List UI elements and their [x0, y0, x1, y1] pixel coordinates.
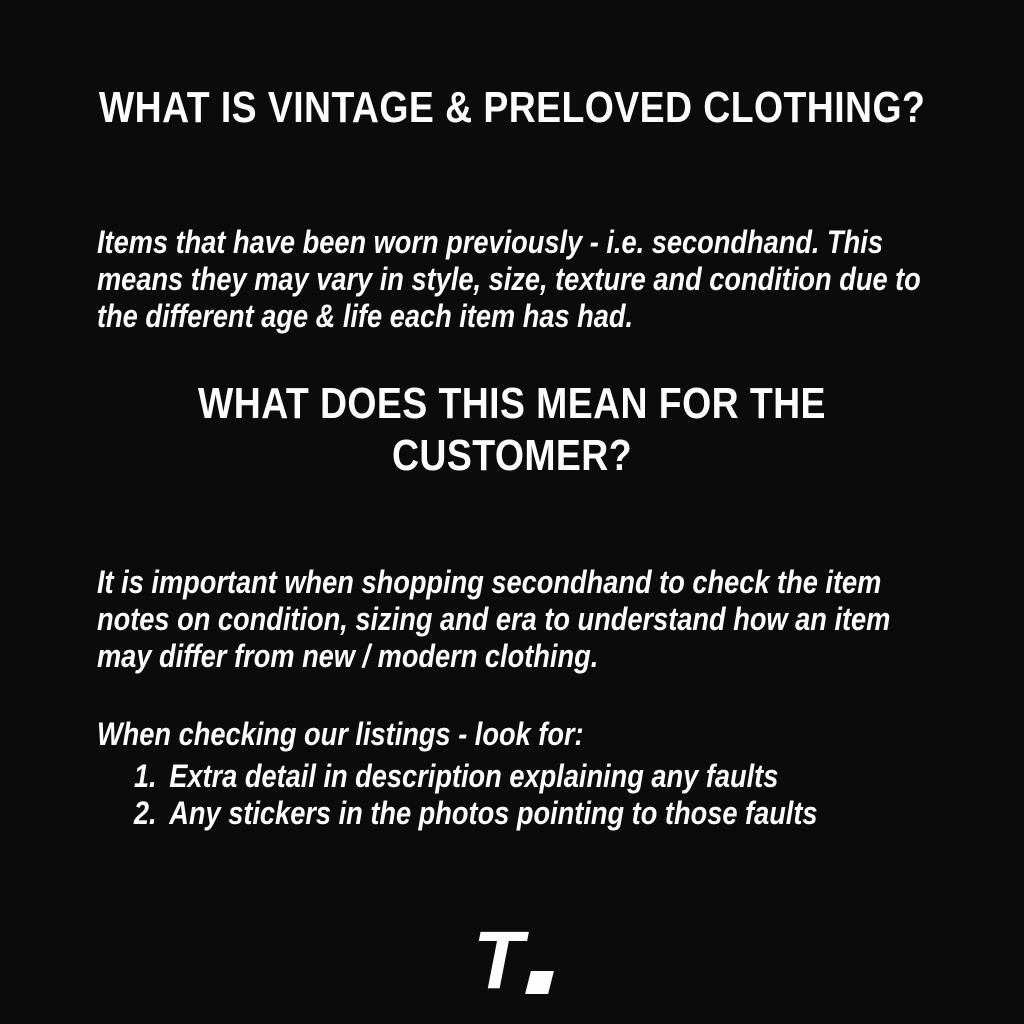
checklist-item: [97, 758, 927, 795]
checklist: [97, 758, 927, 832]
brand-logo: [0, 915, 1024, 1006]
primary-heading-container: [0, 83, 1024, 133]
checklist-item-text: Any stickers in the photos pointing to those faults: [169, 795, 818, 831]
primary-heading: WHAT IS VINTAGE & PRELOVED CLOTHING?: [98, 83, 926, 132]
checklist-item: [97, 795, 927, 832]
logo-letter: T: [472, 915, 524, 1006]
logo-period-icon: [525, 971, 554, 994]
checklist-item-number: 1.: [133, 758, 157, 794]
checklist-item-text: Extra detail in description explaining any faults: [169, 758, 779, 794]
customer-paragraph: It is important when shopping secondhand to check the item notes on condition, sizing and era to understand how an item may differ from new / modern clothing.: [97, 564, 891, 674]
listings-intro: When checking our listings - look for:: [97, 716, 584, 752]
secondary-heading: WHAT DOES THIS MEAN FOR THE CUSTOMER?: [198, 379, 826, 480]
intro-paragraph: Items that have been worn previously - i.e. secondhand. This means they may vary in style, size, texture and condition due to the different age & life each item has had.: [97, 224, 921, 334]
checklist-item-number: 2.: [133, 795, 157, 831]
